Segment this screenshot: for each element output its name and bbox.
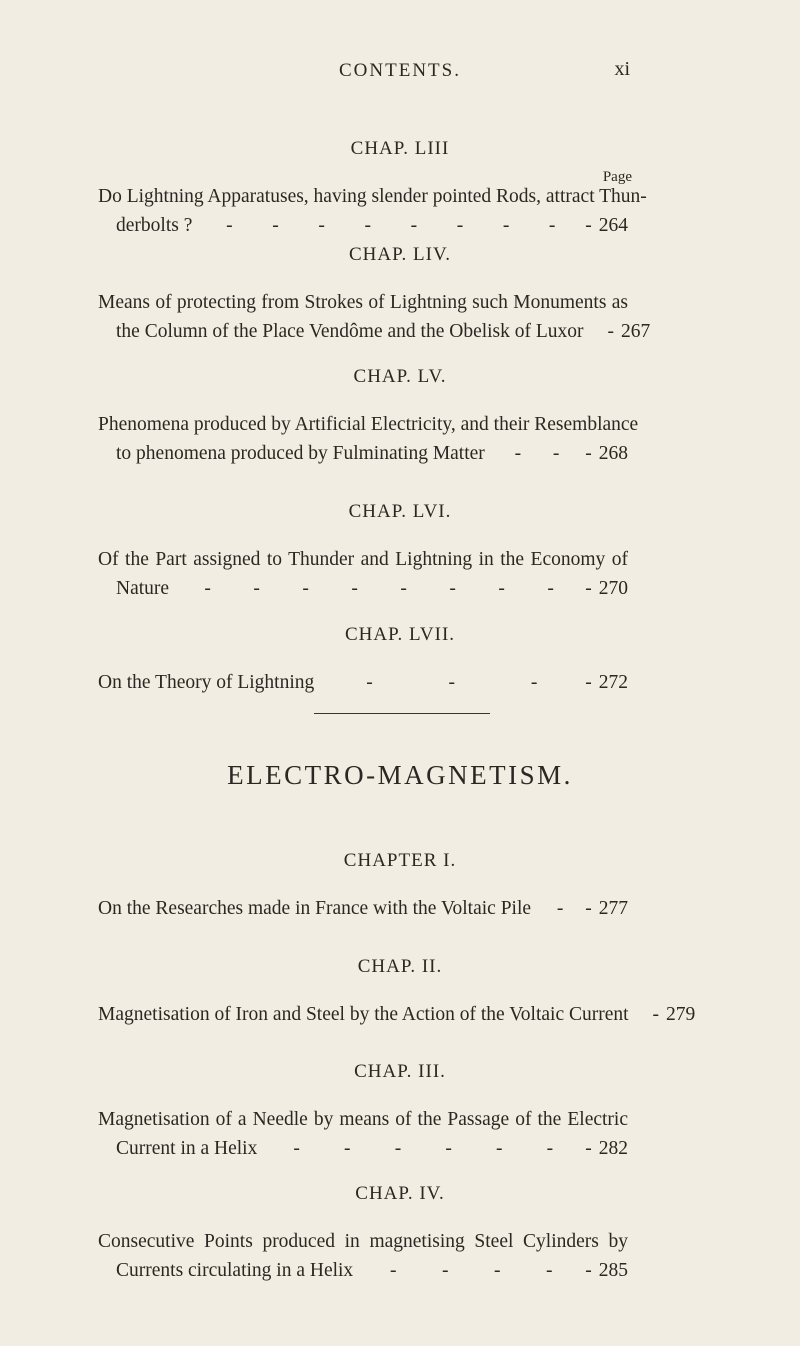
leader-dash: - [530,672,538,693]
leader-dash: - [293,1138,300,1159]
leader-dash: - [498,578,505,599]
leader-dash: - [441,1260,449,1281]
entry-title-text: the Column of the Place Vendôme and the Obelisk of Luxor [116,321,584,342]
entry-last-line [98,317,651,346]
chapter-heading: CHAP. III. [354,1061,446,1082]
leader-dash: - [456,215,464,236]
leader-dash: - [204,578,211,599]
section-rule [314,713,490,714]
chapter-heading: CHAP. LVI. [348,501,452,522]
leader-dash: - [652,1004,660,1025]
entry-title-text: derbolts ? [116,215,193,236]
leader-dash: - [546,1138,554,1159]
leader-dash: - [607,321,615,342]
leader-dash: - [493,1260,501,1281]
contents-entry [98,182,647,240]
dot-leader [531,894,585,923]
contents-entry [98,1000,696,1029]
dot-leader [485,439,585,468]
entry-title-text: Magnetisation of Iron and Steel by the Action of the Voltaic Current [98,1004,629,1025]
page-folio: xi [614,58,630,80]
leader-dash: - [585,215,592,236]
leader-dash: - [272,215,279,236]
leader-dash: - [351,578,358,599]
leader-dash: - [585,578,592,599]
dot-leader [629,1000,653,1029]
leader-dash: - [502,215,510,236]
chapter-heading: CHAP. IV. [355,1183,445,1204]
leader-dash: - [514,443,522,464]
leader-dash: - [448,672,455,693]
entry-last-line [98,574,628,603]
leader-dash: - [449,578,456,599]
entry-last-line [98,211,628,240]
leader-dash: - [364,215,371,236]
leader-dash: - [389,1260,397,1281]
entry-last-line [98,1000,696,1029]
entry-title-text: On the Theory of Lightning [98,672,315,693]
contents-entry [98,668,628,697]
section-heading: ELECTRO-MAGNETISM. [227,760,573,790]
page-number: 285 [598,1260,628,1281]
entry-title-line: Of the Part assigned to Thunder and Lightning in the Economy of [98,549,628,570]
page-number: 267 [621,321,651,342]
contents-entry [98,545,628,603]
chapter-heading: CHAPTER I. [343,850,457,871]
leader-dash: - [302,578,309,599]
contents-entry [98,1227,628,1285]
entry-title-text: On the Researches made in France with the Voltaic Pile [98,898,532,919]
leader-dash: - [410,215,418,236]
entry-title-text: Current in a Helix [116,1138,258,1159]
leader-dash: - [253,578,260,599]
page-number: 264 [598,215,628,236]
chapter-heading: CHAP. LIV. [348,244,452,265]
entry-last-line [98,439,628,468]
page-number: 272 [598,672,628,693]
contents-entry [98,1105,628,1163]
entry-last-line [98,1134,628,1163]
entry-last-line [98,1256,628,1285]
dot-leader [257,1134,585,1163]
chapter-heading: CHAP. LVII. [344,624,456,645]
entry-title-line: Magnetisation of a Needle by means of the Passage of the Electric [98,1109,628,1130]
page-number: 282 [598,1138,628,1159]
leader-dash: - [344,1138,351,1159]
entry-title-text: Currents circulating in a Helix [116,1260,354,1281]
dot-leader [353,1256,585,1285]
chapter-heading: CHAP. II. [357,956,443,977]
dot-leader [169,574,585,603]
leader-dash: - [547,578,554,599]
entry-title-line: Do Lightning Apparatuses, having slender pointed Rods, attract Thun- [98,186,647,207]
contents-entry [98,894,628,923]
leader-dash: - [394,1138,402,1159]
page-number: 268 [598,443,628,464]
entry-title-line: Consecutive Points produced in magnetising Steel Cylinders by [98,1231,628,1252]
leader-dash: - [552,443,560,464]
entry-title-line: Phenomena produced by Artificial Electricity, and their Resemblance [98,414,639,435]
entry-title-text: to phenomena produced by Fulminating Matter [116,443,485,464]
leader-dash: - [318,215,325,236]
running-title: CONTENTS. [339,60,461,81]
leader-dash: - [548,215,556,236]
dot-leader [314,668,585,697]
leader-dash: - [445,1138,452,1159]
leader-dash: - [556,898,564,919]
page-number: 277 [598,898,628,919]
leader-dash: - [545,1260,553,1281]
entry-last-line [98,668,628,697]
entry-title-text: Nature [116,578,170,599]
page-number: 270 [598,578,628,599]
leader-dash: - [585,1138,592,1159]
contents-entry [98,410,639,468]
leader-dash: - [400,578,407,599]
leader-dash: - [366,672,373,693]
chapter-heading: CHAP. LV. [353,366,447,387]
entry-last-line [98,894,628,923]
page-number: 279 [666,1004,696,1025]
leader-dash: - [495,1138,503,1159]
contents-entry [98,288,651,346]
leader-dash: - [585,672,592,693]
chapter-heading: CHAP. LIII [350,138,450,159]
leader-dash: - [585,443,592,464]
leader-dash: - [226,215,233,236]
leader-dash: - [585,1260,592,1281]
page-column-label: Page [602,169,632,185]
entry-title-line: Means of protecting from Strokes of Lightning such Monuments as [98,292,628,313]
dot-leader [192,211,585,240]
dot-leader [584,317,608,346]
leader-dash: - [585,898,592,919]
